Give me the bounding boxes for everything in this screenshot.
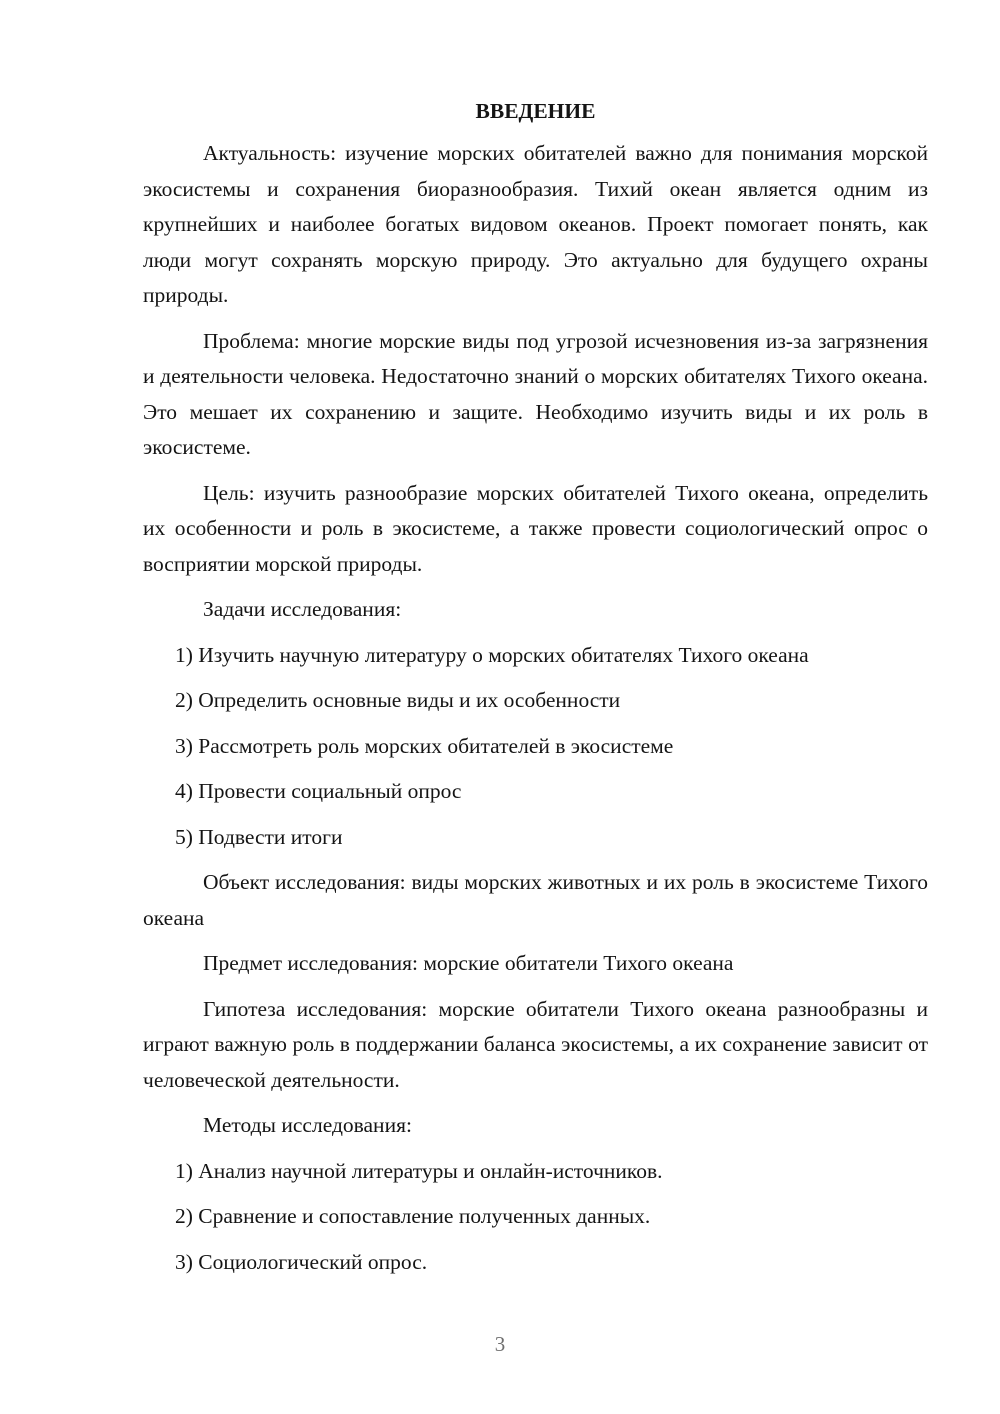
page-number: 3 <box>494 1332 506 1356</box>
task-item: 4) Провести социальный опрос <box>175 779 462 803</box>
method-item: 2) Сравнение и сопоставление полученных данных. <box>175 1204 651 1228</box>
document-page <box>143 96 928 1290</box>
task-item: 5) Подвести итоги <box>175 824 343 849</box>
task-item: 2) Определить основные виды и их особенности <box>175 688 621 712</box>
section-title: ВВЕДЕНИЕ <box>475 99 596 123</box>
method-item: 1) Анализ научной литературы и онлайн-источников. <box>175 1158 663 1183</box>
hypothesis-paragraph: Гипотеза исследования: морские обитатели Тихого океана разнообразны и играют важную роль в поддержании баланса экосистемы, а их сохранение зависит от человеческой деятельности. <box>143 996 928 1092</box>
problem-paragraph: Проблема: многие морские виды под угрозой исчезновения из-за загрязнения и деятельности человека. Недостаточно знаний о морских обитателях Тихого океана. Это мешает их сохранению и защите. Необходимо изучить виды и их роль в экосистеме. <box>143 328 928 459</box>
goal-paragraph: Цель: изучить разнообразие морских обитателей Тихого океана, определить их особенности и роль в экосистеме, а также провести социологический опрос о восприятии морской природы. <box>143 480 928 576</box>
tasks-list <box>143 638 928 856</box>
methods-list <box>143 1154 928 1281</box>
subject-paragraph: Предмет исследования: морские обитатели Тихого океана <box>203 951 734 975</box>
tasks-heading: Задачи исследования: <box>203 597 402 621</box>
methods-heading: Методы исследования: <box>203 1113 412 1137</box>
method-item: 3) Социологический опрос. <box>175 1249 428 1274</box>
object-paragraph: Объект исследования: виды морских животных и их роль в экосистеме Тихого океана <box>143 870 928 930</box>
task-item: 3) Рассмотреть роль морских обитателей в экосистеме <box>175 733 674 758</box>
relevance-paragraph: Актуальность: изучение морских обитателей важно для понимания морской экосистемы и сохранения биоразнообразия. Тихий океан является одним из крупнейших и наиболее богатых видовом океанов. Проект помогает понять, как люди могут сохранять морскую природу. Это актуально для будущего охраны природы. <box>143 141 928 307</box>
task-item: 1) Изучить научную литературу о морских обитателях Тихого океана <box>175 642 809 667</box>
